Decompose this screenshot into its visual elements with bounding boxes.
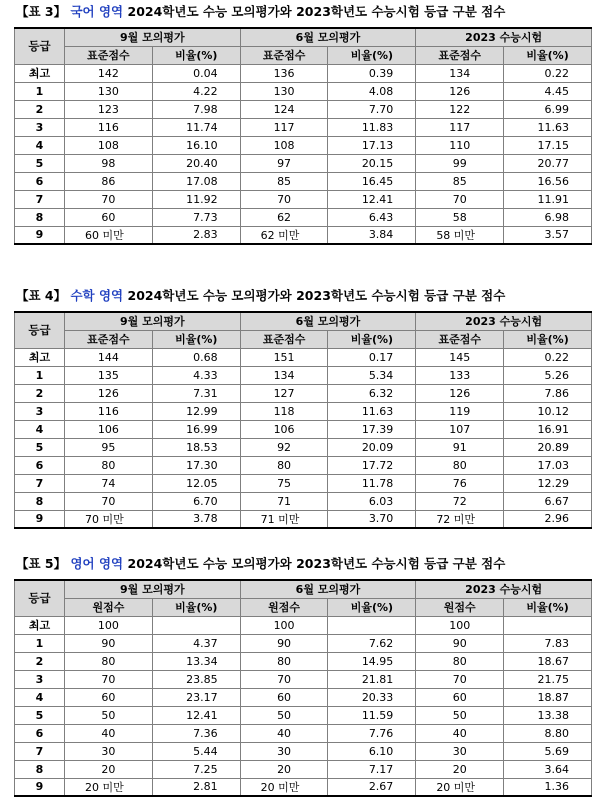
score-column-header: 표준점수 [240,330,328,348]
ratio-cell: 14.95 [328,652,416,670]
table-row [15,172,592,190]
ratio-cell: 16.99 [152,420,240,438]
table-row [15,136,592,154]
header-row-columns [15,46,592,64]
grade-cell: 8 [15,760,65,778]
ratio-cell: 0.04 [152,64,240,82]
score-cell: 86 [65,172,153,190]
table-row [15,348,592,366]
grade-cell: 5 [15,154,65,172]
grade-cell: 6 [15,456,65,474]
score-cell: 90 [65,634,153,652]
table-row [15,420,592,438]
exam-group-header: 6월 모의평가 [240,312,416,330]
ratio-cell: 6.70 [152,492,240,510]
score-cell: 71 [240,492,328,510]
ratio-cell: 2.96 [504,510,592,528]
score-column-header: 표준점수 [65,330,153,348]
ratio-column-header: 비율(%) [504,330,592,348]
grade-cell: 1 [15,634,65,652]
ratio-cell: 7.25 [152,760,240,778]
table-row [15,456,592,474]
grade-cell: 4 [15,420,65,438]
grade-cell: 5 [15,438,65,456]
ratio-column-header: 비율(%) [152,46,240,64]
ratio-cell: 7.73 [152,208,240,226]
grade-cell: 4 [15,688,65,706]
score-cell: 126 [65,384,153,402]
grade-header: 등급 [15,312,65,348]
ratio-cell: 11.63 [328,402,416,420]
grade-cut-table [14,311,592,529]
ratio-cell: 0.17 [328,348,416,366]
ratio-cell: 12.99 [152,402,240,420]
table-row [15,634,592,652]
score-column-header: 원점수 [240,598,328,616]
score-cell: 106 [240,420,328,438]
ratio-cell: 18.67 [504,652,592,670]
score-cell: 107 [416,420,504,438]
score-cell: 91 [416,438,504,456]
table-row [15,190,592,208]
grade-cell: 최고 [15,616,65,634]
ratio-cell: 7.98 [152,100,240,118]
ratio-cell: 13.34 [152,652,240,670]
ratio-cell: 5.26 [504,366,592,384]
table-row [15,226,592,244]
ratio-cell: 6.98 [504,208,592,226]
ratio-column-header: 비율(%) [504,46,592,64]
score-cell: 85 [416,172,504,190]
score-cell: 58 [416,208,504,226]
table-row [15,64,592,82]
table-row [15,742,592,760]
score-cell: 133 [416,366,504,384]
grade-cell: 최고 [15,348,65,366]
ratio-cell: 3.57 [504,226,592,244]
ratio-cell: 2.67 [328,778,416,796]
table-row [15,778,592,796]
score-cell: 20 미만 [240,778,328,796]
score-cell: 119 [416,402,504,420]
score-cell: 70 [416,190,504,208]
score-column-header: 표준점수 [416,330,504,348]
score-cell: 80 [416,456,504,474]
score-cell: 92 [240,438,328,456]
score-cell: 60 [416,688,504,706]
ratio-cell: 13.38 [504,706,592,724]
ratio-cell: 23.85 [152,670,240,688]
score-column-header: 표준점수 [65,46,153,64]
grade-cell: 9 [15,226,65,244]
score-cell: 20 [65,760,153,778]
ratio-cell: 11.63 [504,118,592,136]
score-cell: 118 [240,402,328,420]
ratio-cell: 18.53 [152,438,240,456]
score-cell: 70 미만 [65,510,153,528]
grade-cell: 8 [15,208,65,226]
score-cell: 75 [240,474,328,492]
score-table-section-3 [14,2,592,245]
ratio-cell: 11.78 [328,474,416,492]
score-cell: 98 [65,154,153,172]
ratio-cell [152,616,240,634]
grade-cut-table [14,579,592,797]
exam-group-header: 2023 수능시험 [416,312,592,330]
score-column-header: 원점수 [416,598,504,616]
score-cell: 85 [240,172,328,190]
score-cell: 60 [65,688,153,706]
score-cell: 70 [240,670,328,688]
ratio-cell: 18.87 [504,688,592,706]
exam-group-header: 6월 모의평가 [240,28,416,46]
score-cell: 20 미만 [416,778,504,796]
grade-cell: 1 [15,366,65,384]
ratio-cell: 11.74 [152,118,240,136]
score-cell: 71 미만 [240,510,328,528]
score-cell: 90 [416,634,504,652]
exam-group-header: 9월 모의평가 [65,580,241,598]
ratio-cell: 12.41 [328,190,416,208]
ratio-cell: 20.40 [152,154,240,172]
grade-cell: 3 [15,118,65,136]
score-column-header: 원점수 [65,598,153,616]
ratio-cell: 7.83 [504,634,592,652]
exam-group-header: 2023 수능시험 [416,28,592,46]
ratio-cell: 16.91 [504,420,592,438]
score-cell: 106 [65,420,153,438]
score-cell: 74 [65,474,153,492]
score-cell: 20 미만 [65,778,153,796]
subject-name: 영어 영역 [70,556,124,571]
score-table-section-4 [14,286,592,529]
score-cell: 76 [416,474,504,492]
score-cell: 80 [240,456,328,474]
score-cell: 70 [416,670,504,688]
score-cell: 100 [65,616,153,634]
ratio-cell: 11.91 [504,190,592,208]
ratio-cell: 7.62 [328,634,416,652]
score-cell: 72 미만 [416,510,504,528]
ratio-cell: 20.09 [328,438,416,456]
grade-cell: 1 [15,82,65,100]
table-number: 【표 4】 [16,288,67,303]
table-row [15,474,592,492]
ratio-cell: 6.03 [328,492,416,510]
header-row-columns [15,330,592,348]
exam-group-header: 2023 수능시험 [416,580,592,598]
grade-cell: 7 [15,474,65,492]
ratio-cell: 17.03 [504,456,592,474]
score-table-section-5 [14,554,592,797]
score-cell: 136 [240,64,328,82]
ratio-cell: 11.59 [328,706,416,724]
grade-cell: 5 [15,706,65,724]
score-cell: 127 [240,384,328,402]
score-cell: 123 [65,100,153,118]
table-row [15,366,592,384]
table-caption [16,286,592,306]
score-cell: 60 미만 [65,226,153,244]
table-number: 【표 3】 [16,4,67,19]
score-cell: 62 [240,208,328,226]
ratio-cell: 23.17 [152,688,240,706]
ratio-cell: 7.86 [504,384,592,402]
ratio-cell: 6.99 [504,100,592,118]
score-cell: 134 [240,366,328,384]
header-row-groups [15,580,592,598]
score-cell: 80 [240,652,328,670]
grade-cut-table [14,27,592,245]
score-cell: 50 [240,706,328,724]
ratio-column-header: 비율(%) [328,46,416,64]
score-cell: 50 [416,706,504,724]
grade-cell: 9 [15,778,65,796]
ratio-cell: 3.78 [152,510,240,528]
ratio-cell: 17.13 [328,136,416,154]
score-cell: 90 [240,634,328,652]
caption-text: 2024학년도 수능 모의평가와 2023학년도 수능시험 등급 구분 점수 [127,556,506,571]
score-cell: 50 [65,706,153,724]
score-cell: 142 [65,64,153,82]
score-cell: 97 [240,154,328,172]
ratio-cell: 3.70 [328,510,416,528]
subject-name: 국어 영역 [70,4,124,19]
grade-cell: 3 [15,670,65,688]
table-row [15,760,592,778]
grade-header: 등급 [15,28,65,64]
header-row-groups [15,312,592,330]
ratio-cell: 16.45 [328,172,416,190]
ratio-cell: 3.64 [504,760,592,778]
score-cell: 20 [416,760,504,778]
score-cell: 60 [240,688,328,706]
ratio-cell [504,616,592,634]
ratio-column-header: 비율(%) [152,330,240,348]
score-cell: 40 [416,724,504,742]
score-cell: 108 [240,136,328,154]
ratio-cell: 4.22 [152,82,240,100]
score-cell: 100 [240,616,328,634]
score-cell: 40 [240,724,328,742]
ratio-cell: 5.34 [328,366,416,384]
score-cell: 62 미만 [240,226,328,244]
ratio-cell: 0.39 [328,64,416,82]
table-row [15,438,592,456]
ratio-cell: 7.36 [152,724,240,742]
score-cell: 110 [416,136,504,154]
ratio-cell: 17.15 [504,136,592,154]
ratio-cell: 20.89 [504,438,592,456]
caption-text: 2024학년도 수능 모의평가와 2023학년도 수능시험 등급 구분 점수 [127,288,506,303]
grade-cell: 4 [15,136,65,154]
table-row [15,154,592,172]
score-cell: 72 [416,492,504,510]
grade-header: 등급 [15,580,65,616]
table-row [15,492,592,510]
score-cell: 116 [65,118,153,136]
table-row [15,402,592,420]
ratio-cell: 7.70 [328,100,416,118]
grade-cell: 8 [15,492,65,510]
score-cell: 70 [65,670,153,688]
score-cell: 122 [416,100,504,118]
ratio-cell: 2.81 [152,778,240,796]
score-cell: 130 [65,82,153,100]
ratio-cell: 10.12 [504,402,592,420]
score-cell: 95 [65,438,153,456]
ratio-cell: 4.08 [328,82,416,100]
score-cell: 58 미만 [416,226,504,244]
grade-cell: 6 [15,724,65,742]
ratio-cell: 7.17 [328,760,416,778]
caption-text: 2024학년도 수능 모의평가와 2023학년도 수능시험 등급 구분 점수 [127,4,506,19]
table-caption [16,554,592,574]
subject-name: 수학 영역 [70,288,124,303]
grade-cell: 2 [15,100,65,118]
score-cell: 151 [240,348,328,366]
score-cell: 117 [240,118,328,136]
ratio-cell: 20.15 [328,154,416,172]
score-cell: 60 [65,208,153,226]
score-cell: 130 [240,82,328,100]
score-cell: 144 [65,348,153,366]
ratio-column-header: 비율(%) [504,598,592,616]
ratio-cell: 12.29 [504,474,592,492]
grade-cell: 7 [15,190,65,208]
ratio-column-header: 비율(%) [328,330,416,348]
score-column-header: 표준점수 [240,46,328,64]
ratio-cell: 0.22 [504,64,592,82]
ratio-cell: 21.75 [504,670,592,688]
ratio-cell: 11.92 [152,190,240,208]
ratio-cell: 21.81 [328,670,416,688]
ratio-cell: 2.83 [152,226,240,244]
grade-cell: 7 [15,742,65,760]
grade-cell: 9 [15,510,65,528]
score-cell: 80 [65,456,153,474]
score-cell: 70 [240,190,328,208]
ratio-cell: 17.72 [328,456,416,474]
table-row [15,652,592,670]
header-row-columns [15,598,592,616]
ratio-cell: 17.30 [152,456,240,474]
table-row [15,208,592,226]
ratio-column-header: 비율(%) [328,598,416,616]
ratio-cell: 6.32 [328,384,416,402]
grade-cell: 6 [15,172,65,190]
ratio-cell: 16.56 [504,172,592,190]
table-row [15,724,592,742]
grade-cell: 3 [15,402,65,420]
exam-group-header: 9월 모의평가 [65,312,241,330]
ratio-cell: 20.77 [504,154,592,172]
table-row [15,706,592,724]
grade-cell: 2 [15,384,65,402]
ratio-cell: 6.67 [504,492,592,510]
score-cell: 99 [416,154,504,172]
score-cell: 80 [416,652,504,670]
score-cell: 30 [240,742,328,760]
table-row [15,100,592,118]
score-cell: 20 [240,760,328,778]
grade-cell: 최고 [15,64,65,82]
ratio-cell: 6.43 [328,208,416,226]
table-row [15,688,592,706]
table-caption [16,2,592,22]
score-cell: 30 [65,742,153,760]
grade-cell: 2 [15,652,65,670]
score-cell: 70 [65,190,153,208]
table-row [15,82,592,100]
exam-group-header: 9월 모의평가 [65,28,241,46]
ratio-cell: 3.84 [328,226,416,244]
score-cell: 124 [240,100,328,118]
ratio-cell [328,616,416,634]
score-cell: 80 [65,652,153,670]
table-row [15,118,592,136]
score-cell: 135 [65,366,153,384]
ratio-cell: 20.33 [328,688,416,706]
ratio-cell: 12.05 [152,474,240,492]
score-cell: 70 [65,492,153,510]
score-cell: 116 [65,402,153,420]
ratio-column-header: 비율(%) [152,598,240,616]
table-row [15,616,592,634]
ratio-cell: 6.10 [328,742,416,760]
ratio-cell: 7.76 [328,724,416,742]
ratio-cell: 0.22 [504,348,592,366]
score-cell: 40 [65,724,153,742]
exam-group-header: 6월 모의평가 [240,580,416,598]
score-cell: 108 [65,136,153,154]
ratio-cell: 12.41 [152,706,240,724]
score-cell: 134 [416,64,504,82]
score-column-header: 표준점수 [416,46,504,64]
ratio-cell: 0.68 [152,348,240,366]
ratio-cell: 5.44 [152,742,240,760]
ratio-cell: 5.69 [504,742,592,760]
table-row [15,670,592,688]
table-row [15,384,592,402]
ratio-cell: 11.83 [328,118,416,136]
score-cell: 126 [416,384,504,402]
score-cell: 145 [416,348,504,366]
table-number: 【표 5】 [16,556,67,571]
ratio-cell: 17.39 [328,420,416,438]
ratio-cell: 17.08 [152,172,240,190]
score-cell: 126 [416,82,504,100]
ratio-cell: 8.80 [504,724,592,742]
ratio-cell: 1.36 [504,778,592,796]
score-cell: 30 [416,742,504,760]
score-cell: 117 [416,118,504,136]
header-row-groups [15,28,592,46]
ratio-cell: 4.33 [152,366,240,384]
ratio-cell: 4.37 [152,634,240,652]
ratio-cell: 7.31 [152,384,240,402]
score-cell: 100 [416,616,504,634]
table-row [15,510,592,528]
ratio-cell: 16.10 [152,136,240,154]
ratio-cell: 4.45 [504,82,592,100]
